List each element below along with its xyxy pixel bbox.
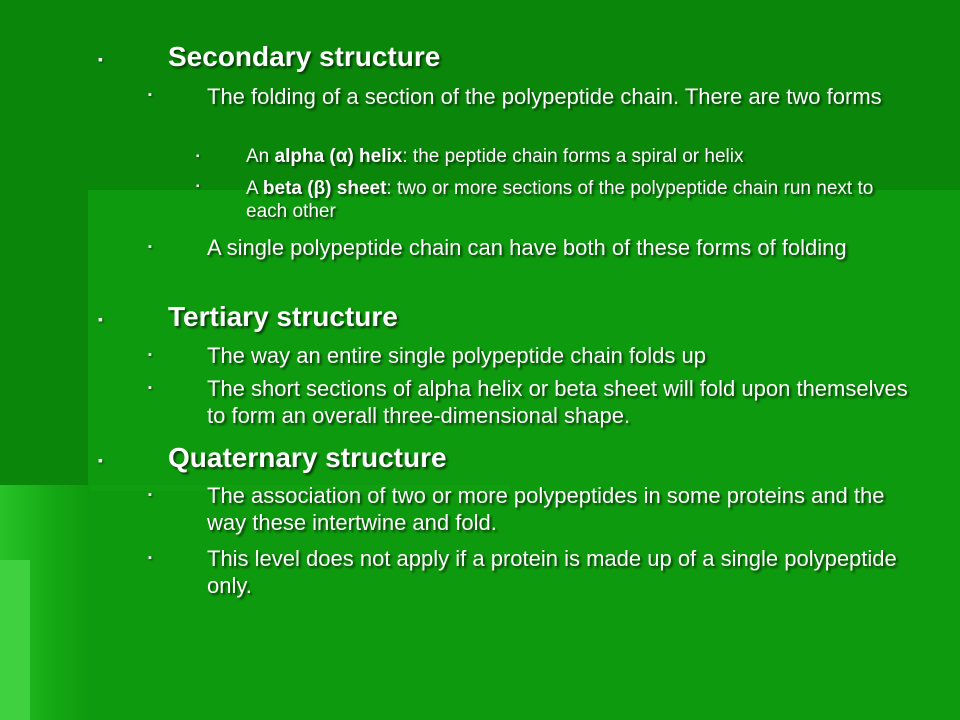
square-bullet-icon: ▪	[98, 311, 103, 327]
alpha-helix-term: alpha (α) helix	[274, 146, 403, 167]
square-bullet-icon: ▪	[196, 151, 200, 162]
alpha-helix-text	[246, 145, 926, 168]
square-bullet-icon: ▪	[148, 89, 152, 101]
quaternary-point-1-text: The association of two or more polypeptides in some proteins and the way these intertwine and fold.	[207, 483, 885, 535]
square-bullet-icon: ▪	[148, 382, 152, 394]
heading-secondary: Secondary structure	[168, 41, 441, 72]
tertiary-point-1-text: The way an entire single polypeptide chain folds up	[207, 343, 706, 368]
heading-quaternary: Quaternary structure	[168, 442, 447, 473]
beta-sheet-pre: A	[246, 178, 263, 199]
square-bullet-icon: ▪	[148, 489, 152, 501]
beta-sheet-term: beta (β) sheet	[262, 178, 387, 199]
quaternary-point-2-text: This level does not apply if a protein is made up of a single polypeptide only.	[207, 546, 897, 598]
tertiary-point-2-text: The short sections of alpha helix or beta sheet will fold upon themselves to form an overall three-dimensional shape.	[207, 376, 908, 428]
beta-sheet-text	[246, 177, 886, 223]
heading-tertiary: Tertiary structure	[168, 301, 398, 332]
alpha-helix-post: : the peptide chain forms a spiral or helix	[402, 146, 744, 167]
square-bullet-icon: ▪	[98, 452, 103, 468]
secondary-point-1-text: The folding of a section of the polypeptide chain. There are two forms	[207, 84, 882, 109]
square-bullet-icon: ▪	[148, 349, 152, 361]
square-bullet-icon: ▪	[98, 51, 103, 67]
secondary-point-2-text: A single polypeptide chain can have both of these forms of folding	[207, 235, 847, 260]
alpha-helix-pre: An	[246, 146, 275, 167]
square-bullet-icon: ▪	[148, 241, 152, 253]
square-bullet-icon: ▪	[196, 181, 200, 192]
beta-sheet-post: : two or more sections of the polypeptide chain run next to each other	[246, 178, 874, 222]
square-bullet-icon: ▪	[148, 552, 152, 564]
